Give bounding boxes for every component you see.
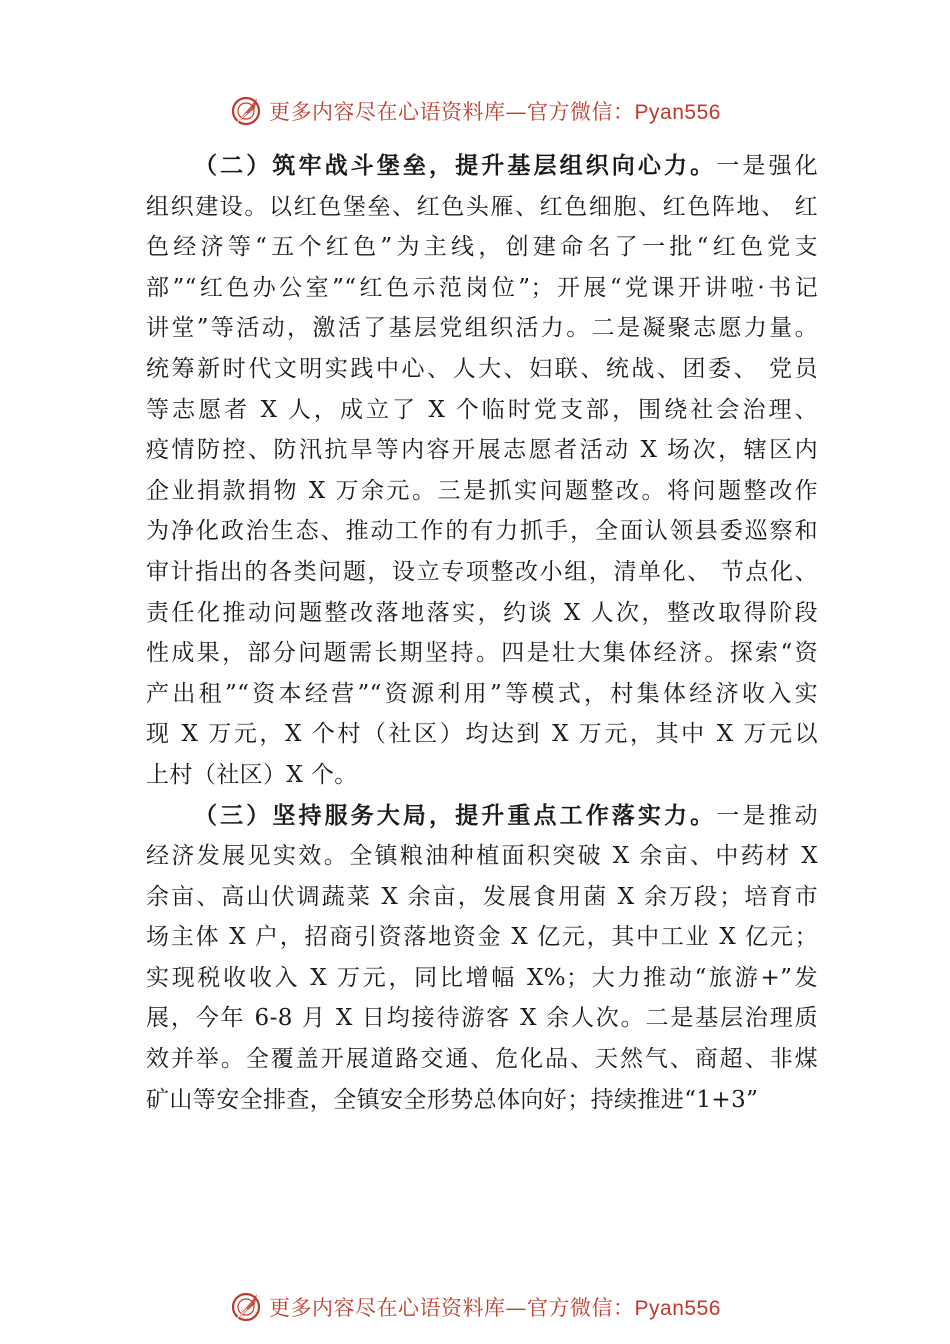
header-banner	[0, 94, 950, 128]
section-2	[146, 146, 818, 796]
paragraph-line: 为净化政治生态、推动工作的有力抓手，全面认领县委巡察和	[146, 518, 818, 545]
banner-label: 更多内容尽在心语资料库—官方微信：	[269, 1296, 635, 1320]
paragraph-line: 等志愿者 X 人，成立了 X 个临时党支部，围绕社会治理、	[146, 396, 818, 423]
paragraph-line: 讲堂”等活动，激活了基层党组织活力。二是凝聚志愿力量。	[146, 315, 818, 342]
paragraph-line: 企业捐款捐物 X 万余元。三是抓实问题整改。将问题整改作	[146, 477, 818, 504]
banner-text	[269, 1292, 721, 1322]
paragraph-line: 矿山等安全排查，全镇安全形势总体向好；持续推进“1+3”	[146, 1086, 759, 1113]
section-heading-rest: 一是推动	[716, 802, 819, 829]
paragraph-line: 性成果，部分问题需长期坚持。四是壮大集体经济。探索“资	[146, 640, 818, 667]
paragraph-line: 组织建设。以红色堡垒、红色头雁、红色细胞、红色阵地、 红	[146, 193, 818, 220]
wechat-id: Pyan556	[634, 101, 721, 124]
paragraph-line: 现 X 万元，X 个村（社区）均达到 X 万元，其中 X 万元以	[146, 721, 818, 748]
paragraph-line: 责任化推动问题整改落地落实，约谈 X 人次，整改取得阶段	[146, 599, 818, 626]
section-2-heading-line	[146, 146, 818, 187]
paragraph-line: 余亩、高山伏调蔬菜 X 余亩，发展食用菌 X 余万段；培育市	[146, 883, 818, 910]
paragraph-line: 产出租”“资本经营”“资源利用”等模式，村集体经济收入实	[146, 680, 818, 707]
footer-banner	[0, 1290, 950, 1324]
paragraph-line: 场主体 X 户，招商引资落地资金 X 亿元，其中工业 X 亿元；	[146, 924, 818, 951]
paragraph-line: 部”“红色办公室”“红色示范岗位”；开展“党课开讲啦·书记	[146, 274, 818, 301]
banner-text	[269, 96, 721, 126]
section-heading-text: （三）坚持服务大局，提升重点工作落实力。	[194, 801, 717, 829]
quill-pen-logo-icon	[229, 94, 263, 128]
paragraph-line: 效并举。全覆盖开展道路交通、危化品、天然气、商超、非煤	[146, 1046, 818, 1073]
quill-pen-logo-icon	[229, 1290, 263, 1324]
paragraph-line: 实现税收收入 X 万元，同比增幅 X%；大力推动“旅游+”发	[146, 964, 818, 991]
banner-label: 更多内容尽在心语资料库—官方微信：	[269, 100, 635, 124]
wechat-id: Pyan556	[634, 1297, 721, 1320]
paragraph-line: 色经济等“五个红色”为主线，创建命名了一批“红色党支	[146, 234, 818, 261]
section-3	[146, 796, 818, 1121]
paragraph-line: 统筹新时代文明实践中心、人大、妇联、统战、团委、 党员	[146, 355, 818, 382]
section-heading-text: （二）筑牢战斗堡垒，提升基层组织向心力。	[194, 152, 717, 179]
section-3-heading-line	[146, 796, 818, 837]
section-heading-rest: 一是强化	[716, 153, 819, 179]
document-body	[146, 146, 818, 1120]
paragraph-line: 经济发展见实效。全镇粮油种植面积突破 X 余亩、中药材 X	[146, 843, 818, 870]
paragraph-line: 疫情防控、防汛抗旱等内容开展志愿者活动 X 场次，辖区内	[146, 437, 818, 464]
paragraph-line: 展，今年 6-8 月 X 日均接待游客 X 余人次。二是基层治理质	[146, 1005, 818, 1032]
paragraph-line: 上村（社区）X 个。	[146, 761, 358, 788]
paragraph-line: 审计指出的各类问题，设立专项整改小组，清单化、 节点化、	[146, 558, 818, 585]
